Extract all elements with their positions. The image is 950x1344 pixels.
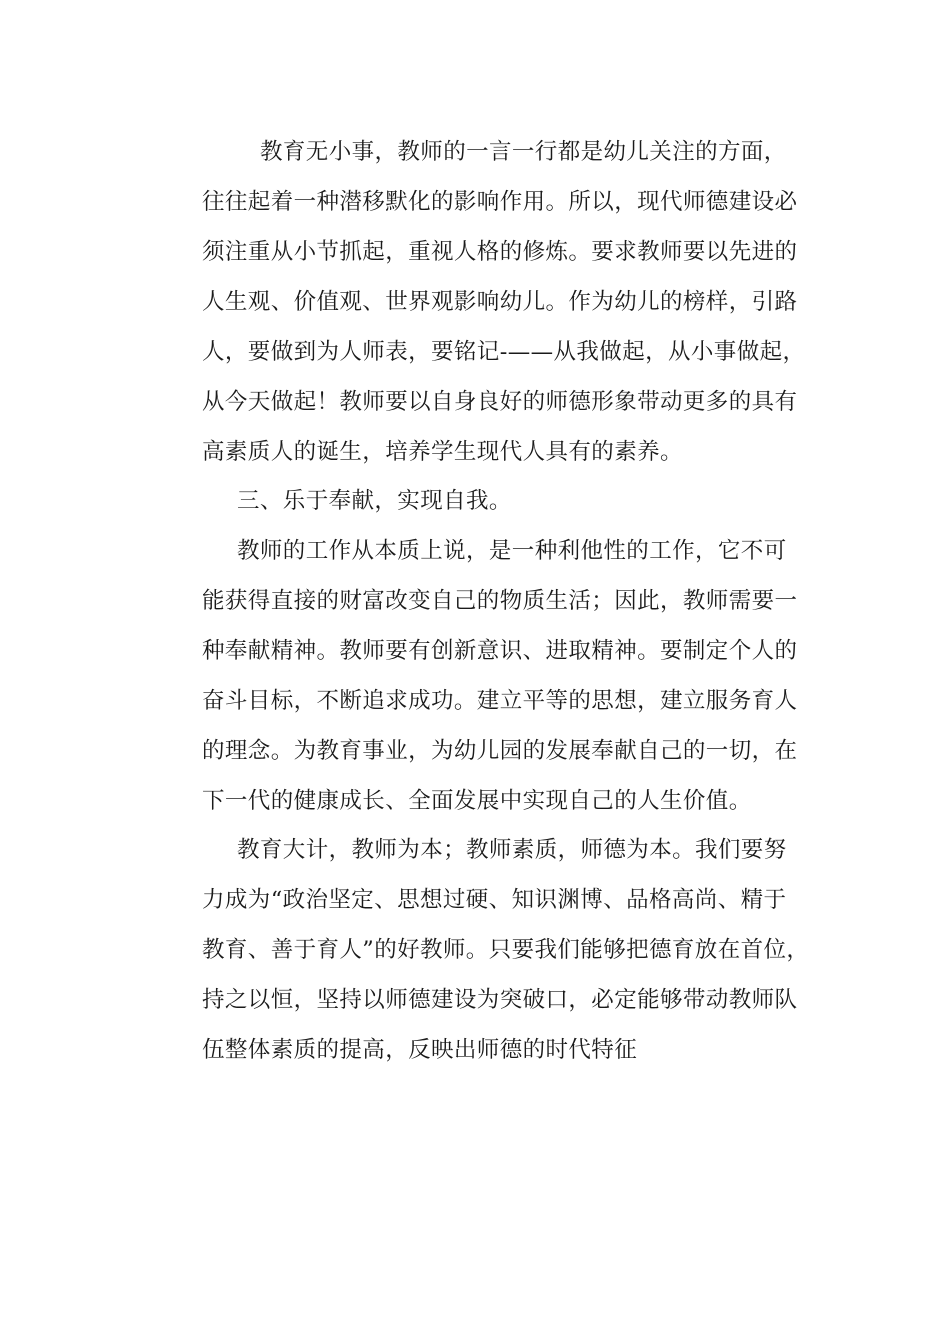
paragraph-1-line-6: 从今天做起！教师要以自身良好的师德形象带动更多的具有 [202,389,798,415]
paragraph-1-line-5: 人，要做到为人师表，要铭记-——从我做起，从小事做起， [202,339,806,365]
paragraph-3-line-4: 持之以恒，坚持以师德建设为突破口，必定能够带动教师队 [202,987,798,1013]
paragraph-2-line-6: 下一代的健康成长、全面发展中实现自己的人生价值。 [202,788,752,814]
paragraph-2-line-4: 奋斗目标，不断追求成功。建立平等的思想，建立服务育人 [202,688,798,714]
section-heading: 三、乐于奉献，实现自我。 [237,488,512,514]
paragraph-3-line-5: 伍整体素质的提高，反映出师德的时代特征 [202,1037,638,1063]
paragraph-2-line-5: 的理念。为教育事业，为幼儿园的发展奉献自己的一切，在 [202,738,798,764]
paragraph-1-line-4: 人生观、价值观、世界观影响幼儿。作为幼儿的榜样，引路 [202,289,798,315]
paragraph-1-line-1: 教育无小事，教师的一言一行都是幼儿关注的方面， [260,139,787,165]
paragraph-1-line-3: 须注重从小节抓起，重视人格的修炼。要求教师要以先进的 [202,239,798,265]
paragraph-3-line-2: 力成为“政治坚定、思想过硬、知识渊博、品格高尚、精于 [202,887,787,913]
paragraph-3-line-1: 教育大计，教师为本；教师素质，师德为本。我们要努 [237,837,787,863]
paragraph-3-line-3: 教育、善于育人”的好教师。只要我们能够把德育放在首位， [202,937,810,963]
paragraph-2-line-3: 种奉献精神。教师要有创新意识、进取精神。要制定个人的 [202,638,798,664]
paragraph-1-line-2: 往往起着一种潜移默化的影响作用。所以，现代师德建设必 [202,189,798,215]
paragraph-2-line-2: 能获得直接的财富改变自己的物质生活；因此，教师需要一 [202,588,798,614]
paragraph-1-line-7: 高素质人的诞生，培养学生现代人具有的素养。 [202,439,683,465]
paragraph-2-line-1: 教师的工作从本质上说，是一种利他性的工作，它不可 [237,538,787,564]
